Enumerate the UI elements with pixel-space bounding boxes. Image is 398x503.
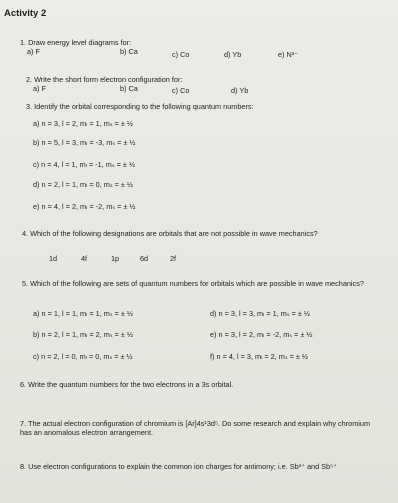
q1-option-c: c) Co <box>172 50 190 59</box>
q5-item-a: a) n = 1, l = 1, mₗ = 1, mₛ = ± ½ <box>33 309 134 318</box>
q3-item-a: a) n = 3, l = 2, mₗ = 1, mₛ = ± ½ <box>33 119 134 128</box>
question-5-text: 5. Which of the following are sets of quantum numbers for orbitals which are possible in wave mechanics? <box>22 279 364 288</box>
q4-option-2f: 2f <box>170 254 177 263</box>
q4-option-1p: 1p <box>111 254 120 263</box>
q1-option-a: a) F <box>27 47 40 56</box>
question-7-text: 7. The actual electron configuration of chromium is [Ar]4s¹3d⁵. Do some research and explain why chromium has an anomalous electron arrangement. <box>20 419 371 437</box>
q3-item-c: c) n = 4, l = 1, mₗ = -1, mₛ = ± ½ <box>33 160 136 169</box>
q2-option-a: a) F <box>33 84 46 93</box>
q1-option-e: e) N³⁻ <box>278 50 299 59</box>
q5-item-b: b) n = 2, l = 1, mₗ = 2, mₛ = ± ½ <box>33 330 134 339</box>
question-8-text: 8. Use electron configurations to explain the common ion charges for antimony; i.e. Sb³⁺ and Sb⁵⁺ <box>20 462 337 471</box>
q1-option-d: d) Yb <box>224 50 242 59</box>
question-6-text: 6. Write the quantum numbers for the two electrons in a 3s orbital. <box>20 380 234 389</box>
q4-option-1d: 1d <box>49 254 58 263</box>
question-4-text: 4. Which of the following designations are orbitals that are not possible in wave mechanics? <box>22 229 318 238</box>
q1-option-b: b) Ca <box>120 47 138 56</box>
q5-item-c: c) n = 2, l = 0, mₗ = 0, mₛ = ± ½ <box>33 352 133 361</box>
page-title: Activity 2 <box>4 8 47 19</box>
question-1-text: 1. Draw energy level diagrams for: <box>20 38 132 47</box>
q3-item-e: e) n = 4, l = 2, mₗ = -2, mₛ = ± ½ <box>33 202 136 211</box>
q2-option-d: d) Yb <box>231 86 249 95</box>
q5-item-d: d) n = 3, l = 3, mₗ = 1, mₛ = ± ½ <box>210 309 311 318</box>
q2-option-b: b) Ca <box>120 84 138 93</box>
q3-item-d: d) n = 2, l = 1, mₗ = 0, mₛ = ± ½ <box>33 180 134 189</box>
q3-item-b: b) n = 5, l = 3, mₗ = -3, mₛ = ± ½ <box>33 138 136 147</box>
q2-option-c: c) Co <box>172 86 190 95</box>
q4-option-4f: 4f <box>81 254 88 263</box>
q4-option-6d: 6d <box>140 254 149 263</box>
q5-item-e: e) n = 3, l = 2, mₗ = -2, mₛ = ± ½ <box>210 330 313 339</box>
question-2-text: 2. Write the short form electron configuration for: <box>26 75 183 84</box>
question-3-text: 3. Identify the orbital corresponding to the following quantum numbers: <box>26 102 254 111</box>
q5-item-f: f) n = 4, l = 3, mₗ = 2, mₛ = ± ½ <box>210 352 308 361</box>
